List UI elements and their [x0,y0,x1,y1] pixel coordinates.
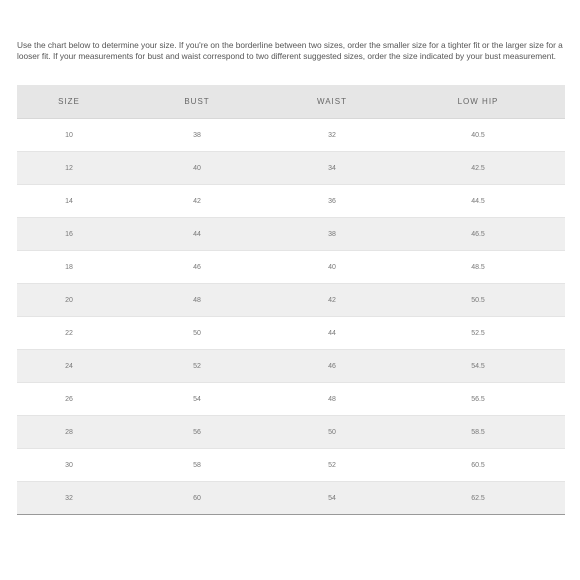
cell-bust: 58 [121,449,273,482]
size-chart-header [17,85,565,119]
cell-bust: 44 [121,218,273,251]
cell-waist: 40 [273,251,391,284]
cell-bust: 46 [121,251,273,284]
header-bust: BUST [121,85,273,119]
table-row [17,251,565,284]
cell-bust: 52 [121,350,273,383]
table-row [17,284,565,317]
cell-low-hip: 52.5 [391,317,565,350]
cell-bust: 40 [121,152,273,185]
table-row [17,416,565,449]
table-row [17,152,565,185]
cell-low-hip: 46.5 [391,218,565,251]
cell-bust: 56 [121,416,273,449]
cell-bust: 48 [121,284,273,317]
cell-size: 22 [17,317,121,350]
cell-size: 18 [17,251,121,284]
cell-size: 30 [17,449,121,482]
header-size: SIZE [17,85,121,119]
cell-waist: 42 [273,284,391,317]
table-row [17,383,565,416]
cell-low-hip: 60.5 [391,449,565,482]
table-row [17,482,565,515]
cell-bust: 38 [121,119,273,152]
cell-bust: 50 [121,317,273,350]
cell-size: 26 [17,383,121,416]
cell-waist: 48 [273,383,391,416]
cell-bust: 42 [121,185,273,218]
cell-low-hip: 50.5 [391,284,565,317]
header-waist: WAIST [273,85,391,119]
cell-waist: 54 [273,482,391,515]
cell-low-hip: 48.5 [391,251,565,284]
cell-bust: 60 [121,482,273,515]
cell-waist: 46 [273,350,391,383]
cell-bust: 54 [121,383,273,416]
cell-size: 32 [17,482,121,515]
cell-waist: 36 [273,185,391,218]
table-row [17,350,565,383]
cell-size: 16 [17,218,121,251]
cell-low-hip: 54.5 [391,350,565,383]
table-row [17,185,565,218]
size-chart-table [17,85,565,515]
table-row [17,449,565,482]
cell-size: 24 [17,350,121,383]
cell-low-hip: 56.5 [391,383,565,416]
size-chart-instructions: Use the chart below to determine your size. If you're on the borderline between two sizes, order the smaller size for a tighter fit or the larger size for a looser fit. If your measurements for bust and waist correspond to two different suggested sizes, order the size indicated by your bust measurement. [17,40,563,61]
header-row [17,85,565,119]
cell-waist: 44 [273,317,391,350]
size-chart-body [17,119,565,515]
cell-size: 20 [17,284,121,317]
header-low-hip: LOW HIP [391,85,565,119]
table-row [17,218,565,251]
cell-size: 12 [17,152,121,185]
cell-low-hip: 40.5 [391,119,565,152]
cell-waist: 52 [273,449,391,482]
cell-low-hip: 58.5 [391,416,565,449]
cell-waist: 50 [273,416,391,449]
cell-low-hip: 44.5 [391,185,565,218]
cell-size: 10 [17,119,121,152]
cell-size: 28 [17,416,121,449]
table-row [17,317,565,350]
cell-waist: 34 [273,152,391,185]
cell-low-hip: 42.5 [391,152,565,185]
cell-waist: 32 [273,119,391,152]
cell-low-hip: 62.5 [391,482,565,515]
cell-size: 14 [17,185,121,218]
table-row [17,119,565,152]
cell-waist: 38 [273,218,391,251]
